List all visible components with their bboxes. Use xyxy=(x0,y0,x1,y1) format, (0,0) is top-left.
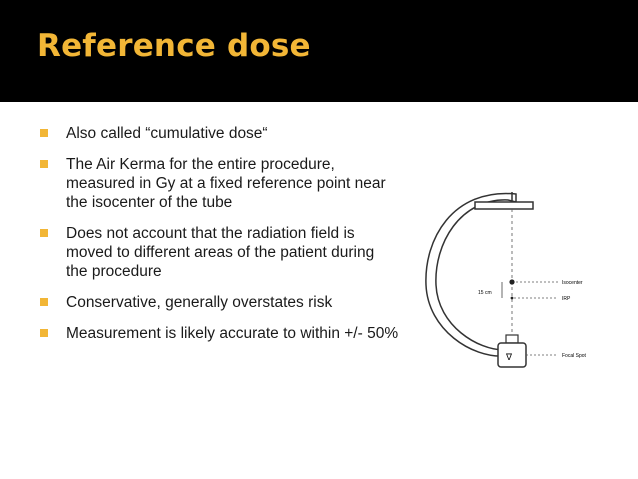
bullet-text: Also called “cumulative dose“ xyxy=(66,125,268,142)
bullet-marker-icon xyxy=(40,229,48,237)
bullet-text: Measurement is likely accurate to within +/- 50% xyxy=(66,325,399,342)
isocenter-label: Isocenter xyxy=(562,280,583,286)
bullet-marker-icon xyxy=(40,129,48,137)
bullet-text: Conservative, generally overstates risk xyxy=(66,294,333,311)
c-arm-shape xyxy=(426,194,516,357)
irp-dot xyxy=(511,297,514,300)
isocenter-dot xyxy=(509,279,514,284)
bullet-item xyxy=(40,293,400,312)
bullet-marker-icon xyxy=(40,160,48,168)
bullet-item xyxy=(40,324,400,343)
focal-spot-glyph: ∇ xyxy=(506,352,513,362)
tube-connector xyxy=(506,335,518,343)
irp-label: IRP xyxy=(562,296,571,302)
bullet-item xyxy=(40,124,400,143)
slide-title: Reference dose xyxy=(37,28,311,64)
bullet-list xyxy=(40,124,400,355)
distance-label: 15 cm xyxy=(478,290,492,296)
bullet-text: The Air Kerma for the entire procedure, measured in Gy at a fixed reference point near the isocenter of the tube xyxy=(66,156,386,211)
bullet-text: Does not account that the radiation field is moved to different areas of the patient during the procedure xyxy=(66,225,375,280)
title-bar xyxy=(0,0,638,102)
bullet-marker-icon xyxy=(40,298,48,306)
bullet-marker-icon xyxy=(40,329,48,337)
bullet-item xyxy=(40,224,400,281)
focal-spot-label: Focal Spot xyxy=(562,353,586,359)
bullet-item xyxy=(40,155,400,212)
detector-shape xyxy=(475,202,533,209)
c-arm-diagram xyxy=(412,180,612,385)
